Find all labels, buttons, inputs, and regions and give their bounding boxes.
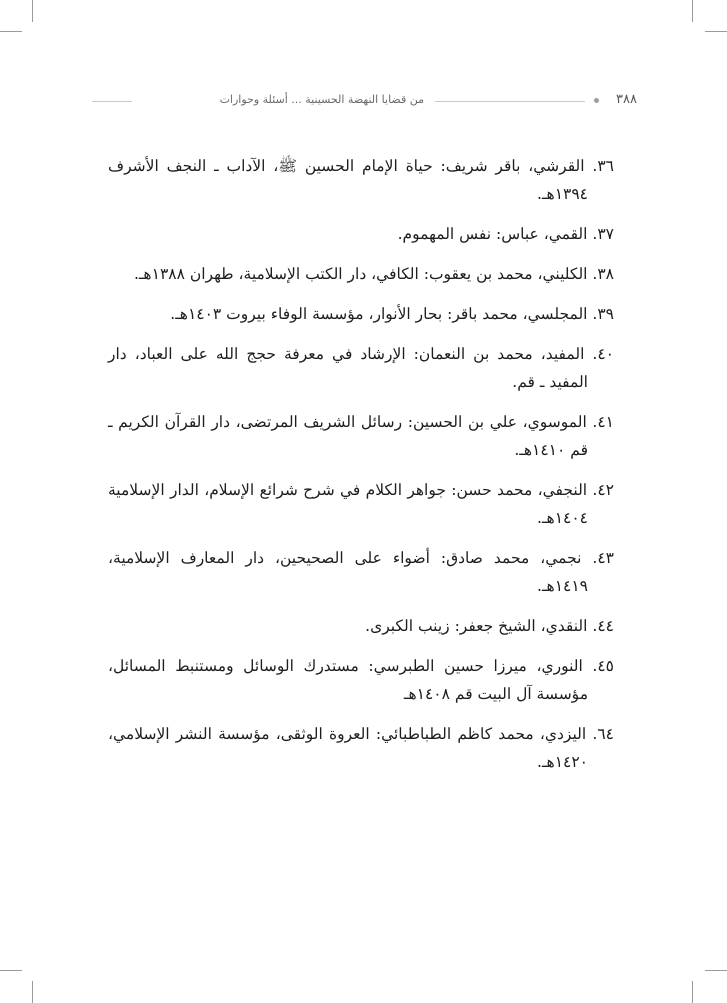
reference-number: ٤٥. [592, 657, 614, 675]
reference-text: المفيد، محمد بن النعمان: الإرشاد في معرفة حجج الله على العباد، دار المفيد ـ قم. [108, 345, 588, 391]
reference-item [108, 152, 614, 208]
crop-mark [705, 31, 727, 32]
reference-text: النوري، ميرزا حسين الطبرسي: مستدرك الوسائل ومستنبط المسائل، مؤسسة آل البيت قم ١٤٠٨هـ [108, 657, 588, 703]
reference-text: النقدي، الشيخ جعفر: زينب الكبرى. [365, 617, 588, 635]
crop-mark [32, 0, 33, 22]
reference-text: اليزدي، محمد كاظم الطباطبائي: العروة الوثقى، مؤسسة النشر الإسلامي، ١٤٢٠هـ. [108, 725, 588, 771]
crop-mark [705, 970, 727, 971]
crop-mark [0, 31, 22, 32]
reference-number: ٦٤. [592, 725, 614, 743]
running-header [92, 94, 637, 110]
page-number: ٣٨٨ [616, 92, 637, 107]
reference-number: ٤٠. [592, 345, 614, 363]
reference-text: الموسوي، علي بن الحسين: رسائل الشريف المرتضى، دار القرآن الكريم ـ قم ١٤١٠هـ. [108, 413, 588, 459]
reference-number: ٤٢. [592, 481, 614, 499]
crop-mark [692, 0, 693, 22]
reference-item [108, 300, 614, 328]
reference-text: المجلسي، محمد باقر: بحار الأنوار، مؤسسة الوفاء بيروت ١٤٠٣هـ. [170, 305, 588, 323]
reference-number: ٤١. [592, 413, 614, 431]
reference-number: ٣٦. [592, 157, 614, 175]
crop-mark [0, 970, 22, 971]
header-rule-right [435, 101, 585, 102]
reference-text: القرشي، باقر شريف: حياة الإمام الحسين ﷺ، الآداب ـ النجف الأشرف ١٣٩٤هـ. [108, 157, 588, 203]
running-title: من قضايا النهضة الحسينية ... أسئلة وحوارات [219, 93, 424, 106]
reference-text: نجمي، محمد صادق: أضواء على الصحيحين، دار المعارف الإسلامية، ١٤١٩هـ. [108, 549, 588, 595]
reference-text: النجفي، محمد حسن: جواهر الكلام في شرح شرائع الإسلام، الدار الإسلامية ١٤٠٤هـ. [108, 481, 588, 527]
reference-item [108, 220, 614, 248]
crop-mark [32, 981, 33, 1003]
reference-item [108, 340, 614, 396]
header-rule-left [92, 101, 132, 102]
reference-item [108, 652, 614, 708]
crop-mark [692, 981, 693, 1003]
reference-text: الكليني، محمد بن يعقوب: الكافي، دار الكتب الإسلامية، طهران ١٣٨٨هـ. [133, 265, 588, 283]
reference-number: ٤٣. [592, 549, 614, 567]
reference-number: ٣٧. [592, 225, 614, 243]
reference-item [108, 260, 614, 288]
references-list [108, 152, 614, 788]
reference-item [108, 612, 614, 640]
reference-item [108, 720, 614, 776]
reference-number: ٣٩. [592, 305, 614, 323]
reference-text: القمي، عباس: نفس المهموم. [397, 225, 588, 243]
reference-number: ٤٤. [592, 617, 614, 635]
reference-item [108, 408, 614, 464]
reference-item [108, 476, 614, 532]
header-dot-ornament [594, 98, 599, 103]
reference-item [108, 544, 614, 600]
reference-number: ٣٨. [592, 265, 614, 283]
